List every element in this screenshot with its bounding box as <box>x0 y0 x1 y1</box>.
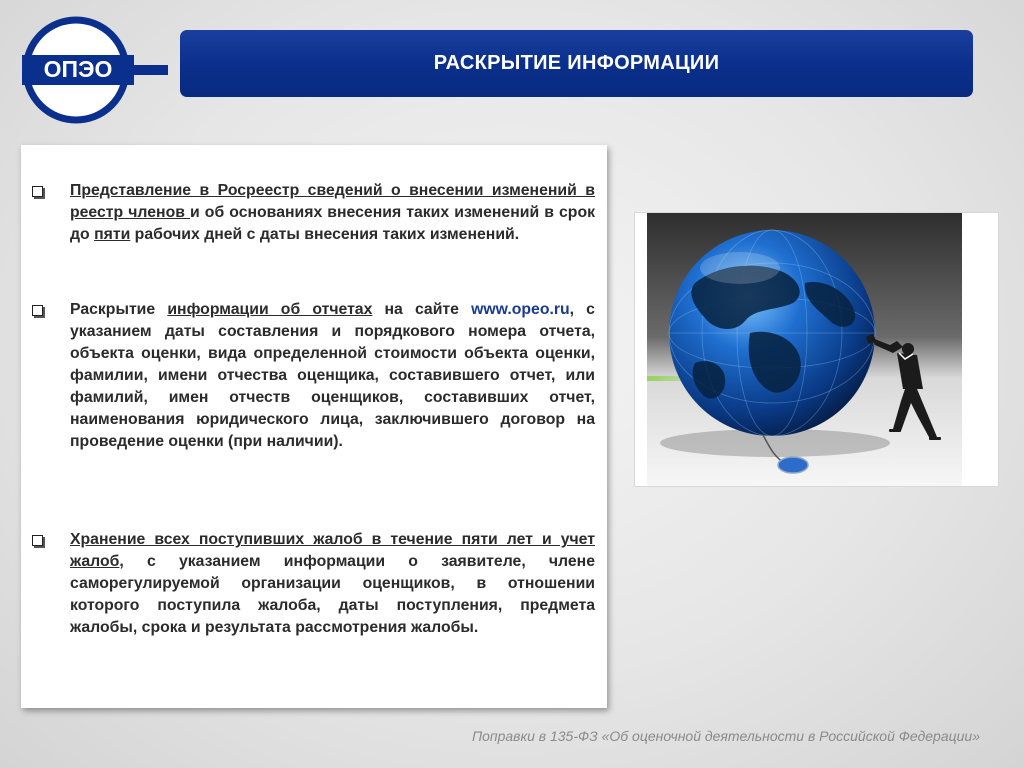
bullet-text-part: и об основаниях внесения таких изменений в срок до <box>70 204 595 243</box>
bullet-text-underlined: Хранение всех поступивших жалоб в течение пяти лет и учет жалоб <box>70 531 595 570</box>
title-bar <box>180 30 973 97</box>
bullet-text-part: , с указанием даты составления и порядкового номера отчета, объекта оценки, вида определенной стоимости объекта оценки, фамилии, имени отчества оценщика, составившего отчет, или фамилий, имен отчеств оценщиков, составивших отчет, наименования юридического лица, заключившего договор на проведение оценки (при наличии). <box>70 301 595 450</box>
opeo-circle-logo-icon <box>20 15 170 125</box>
logo-text: ОПЭО <box>43 56 113 82</box>
checkbox-bullet-icon <box>32 186 43 197</box>
page-title: РАСКРЫТИЕ ИНФОРМАЦИИ <box>433 52 720 74</box>
bullet-text-underlined: пяти <box>94 226 131 243</box>
bullet-text <box>70 180 595 246</box>
bullet-text-part: , с указанием информации о заявителе, члене саморегулируемой организации оценщиков, в отношении которого поступила жалоба, даты поступления, предмета жалобы, срока и результата рассмотрения жалобы. <box>70 553 595 636</box>
checkbox-bullet-icon <box>32 305 43 316</box>
content-panel <box>21 145 607 708</box>
globe-illustration <box>634 212 999 487</box>
bullet-text-underlined: Представление в Росреестр сведений о внесении изменений в реестр членов <box>70 182 595 221</box>
footer-caption: Поправки в 135-ФЗ «Об оценочной деятельности в Российской Федерации» <box>471 728 980 744</box>
bullet-text <box>70 299 595 453</box>
opeo-logo <box>20 15 170 125</box>
bullet-text <box>70 529 595 639</box>
website-link[interactable]: www.opeo.ru <box>471 301 570 318</box>
globe-man-image <box>635 213 999 487</box>
bullet-text-underlined: информации об отчетах <box>167 301 373 318</box>
bullet-text-part: Раскрытие <box>70 301 168 318</box>
checkbox-bullet-icon <box>32 535 43 546</box>
bullet-text-part: на сайте <box>372 301 472 318</box>
bullet-text-part: рабочих дней с даты внесения таких изменений. <box>130 226 520 243</box>
